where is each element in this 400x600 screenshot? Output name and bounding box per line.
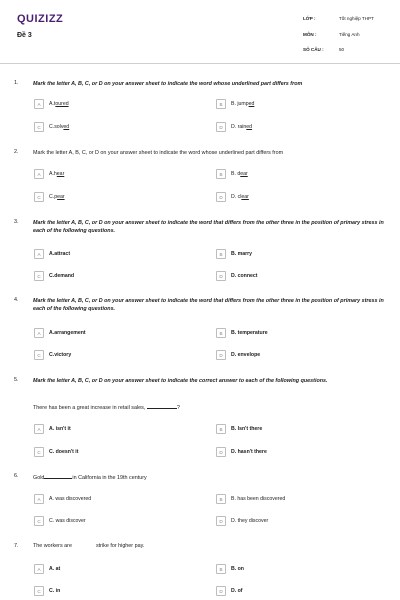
option-letter: D xyxy=(216,516,226,526)
question-number: 7. xyxy=(14,543,19,549)
option-b[interactable] xyxy=(216,169,248,179)
option-letter: D xyxy=(216,271,226,281)
option-text: C.victory xyxy=(49,352,72,358)
question-prompt: Mark the letter A, B, C, or D on your answer sheet to indicate the word that differs from the other three in the position of primary stress in each of the following questions. xyxy=(33,220,384,234)
option-text: D. clear xyxy=(231,194,249,200)
option-d[interactable] xyxy=(216,586,243,596)
option-text: D. rained xyxy=(231,124,253,130)
option-b[interactable] xyxy=(216,99,254,109)
option-a[interactable] xyxy=(34,328,86,338)
question-number: 2. xyxy=(14,149,19,155)
meta-value: Tiếng Anh xyxy=(339,32,360,37)
answer-blank xyxy=(44,473,72,479)
option-letter: B xyxy=(216,99,226,109)
question-prompt: Mark the letter A, B, C, or D on your answer sheet to indicate the word whose underlined part differs from xyxy=(33,150,284,156)
option-letter: B xyxy=(216,494,226,504)
option-letter: A xyxy=(34,169,44,179)
page-header xyxy=(0,0,400,64)
option-letter: B xyxy=(216,328,226,338)
option-d[interactable] xyxy=(216,447,267,457)
question-number: 3. xyxy=(14,219,19,225)
option-letter: A xyxy=(34,99,44,109)
meta-value: Tốt nghiệp THPT xyxy=(339,16,374,21)
option-text: C.solved xyxy=(49,124,70,130)
option-text: A.attract xyxy=(49,251,71,257)
option-letter: D xyxy=(216,447,226,457)
option-a[interactable] xyxy=(34,494,91,504)
option-text: D. hasn't there xyxy=(231,449,267,455)
meta-label: SỐ CÂU : xyxy=(303,47,324,52)
option-text: A.arrangement xyxy=(49,330,86,336)
option-text: B. Isn't there xyxy=(231,426,263,432)
answer-blank xyxy=(147,403,177,409)
option-text: A. at xyxy=(49,566,61,572)
quizizz-logo: QUIZIZZ xyxy=(17,13,64,25)
option-text: B. temperature xyxy=(231,330,268,336)
option-text: D. envelope xyxy=(231,352,261,358)
option-text: C. doesn't it xyxy=(49,449,79,455)
option-text: D. connect xyxy=(231,273,258,279)
question-number: 1. xyxy=(14,80,19,86)
option-d[interactable] xyxy=(216,350,260,360)
option-letter: B xyxy=(216,169,226,179)
option-b[interactable] xyxy=(216,424,262,434)
option-text: B. jumped xyxy=(231,101,255,107)
option-letter: C xyxy=(34,350,44,360)
question-number: 4. xyxy=(14,297,19,303)
option-c[interactable] xyxy=(34,271,74,281)
option-letter: A xyxy=(34,564,44,574)
question-sentence: Gold in California in the 19th century xyxy=(33,475,147,481)
option-a[interactable] xyxy=(34,564,60,574)
meta-value: 50 xyxy=(339,47,345,52)
option-c[interactable] xyxy=(34,350,71,360)
option-letter: D xyxy=(216,586,226,596)
option-letter: B xyxy=(216,249,226,259)
option-text: C. in xyxy=(49,588,61,594)
option-text: B. marry xyxy=(231,251,253,257)
option-text: D. they discover xyxy=(231,518,269,524)
option-d[interactable] xyxy=(216,192,249,202)
option-b[interactable] xyxy=(216,249,252,259)
option-b[interactable] xyxy=(216,328,268,338)
option-text: A.toured xyxy=(49,101,69,107)
option-letter: C xyxy=(34,516,44,526)
meta-label: MÔN : xyxy=(303,32,317,37)
option-letter: C xyxy=(34,122,44,132)
option-c[interactable] xyxy=(34,516,86,526)
option-text: C.pear xyxy=(49,194,65,200)
option-c[interactable] xyxy=(34,122,69,132)
option-letter: B xyxy=(216,424,226,434)
option-letter: B xyxy=(216,564,226,574)
option-a[interactable] xyxy=(34,249,70,259)
option-c[interactable] xyxy=(34,586,60,596)
option-letter: A xyxy=(34,249,44,259)
option-letter: A xyxy=(34,424,44,434)
option-letter: C xyxy=(34,192,44,202)
option-text: D. of xyxy=(231,588,243,594)
option-letter: C xyxy=(34,271,44,281)
question-prompt: Mark the letter A, B, C, or D on your answer sheet to indicate the word that differs from the other three in the position of primary stress in each of the following questions. xyxy=(33,298,384,312)
option-letter: D xyxy=(216,350,226,360)
option-text: B. dear xyxy=(231,171,248,177)
option-text: B. has been discovered xyxy=(231,496,286,502)
option-d[interactable] xyxy=(216,122,252,132)
question-sentence: The workers are strike for higher pay. xyxy=(33,543,145,549)
option-d[interactable] xyxy=(216,271,258,281)
option-b[interactable] xyxy=(216,494,285,504)
option-letter: D xyxy=(216,192,226,202)
option-text: C. was discover xyxy=(49,518,86,524)
exam-title: Đề 3 xyxy=(17,32,32,39)
option-c[interactable] xyxy=(34,447,78,457)
option-a[interactable] xyxy=(34,169,64,179)
question-prompt: Mark the letter A, B, C, or D on your answer sheet to indicate the correct answer to each of the following questions. xyxy=(33,378,328,384)
option-b[interactable] xyxy=(216,564,244,574)
question-number: 6. xyxy=(14,473,19,479)
option-letter: C xyxy=(34,447,44,457)
question-sentence: There has been a great increase in retail sales, ? xyxy=(33,405,180,411)
option-d[interactable] xyxy=(216,516,268,526)
option-c[interactable] xyxy=(34,192,65,202)
option-letter: A xyxy=(34,328,44,338)
option-letter: D xyxy=(216,122,226,132)
option-letter: A xyxy=(34,494,44,504)
option-a[interactable] xyxy=(34,99,69,109)
option-letter: C xyxy=(34,586,44,596)
option-text: B. on xyxy=(231,566,244,572)
option-text: A. was discovered xyxy=(49,496,92,502)
question-number: 5. xyxy=(14,377,19,383)
option-a[interactable] xyxy=(34,424,71,434)
question-prompt: Mark the letter A, B, C, or D on your answer sheet to indicate the word whose underlined part differs from xyxy=(33,81,303,87)
option-text: C.demand xyxy=(49,273,75,279)
option-text: A.hear xyxy=(49,171,65,177)
meta-label: LỚP : xyxy=(303,16,316,21)
option-text: A. isn't it xyxy=(49,426,71,432)
